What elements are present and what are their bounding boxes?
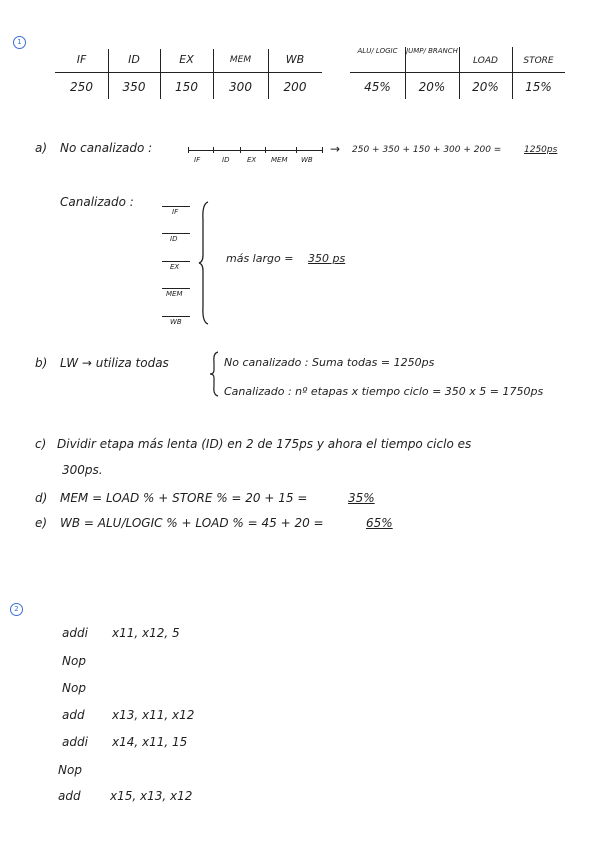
stage-if: IF [172, 208, 179, 216]
header-wb: WB [285, 53, 305, 66]
timeline-id: ID [222, 156, 230, 164]
part-e-result: 65% [366, 516, 393, 530]
stage-mem: MEM [166, 290, 183, 298]
timeline-wb: WB [301, 156, 313, 164]
curly-brace-small-icon [208, 350, 222, 398]
part-d-text: MEM = LOAD % + STORE % = 20 + 15 = [60, 491, 308, 505]
code-args: x13, x11, x12 [112, 708, 195, 722]
stage-wb: WB [170, 318, 182, 326]
value-store: 15% [525, 80, 552, 94]
value-alu-logic: 45% [364, 80, 391, 94]
value-if: 250 [70, 80, 93, 94]
part-d-label: d) [35, 491, 48, 505]
code-args: x14, x11, 15 [112, 735, 188, 749]
exercise-1-marker: 1 [13, 36, 26, 49]
stage-id: ID [170, 235, 178, 243]
part-c-line-1: Dividir etapa más lenta (ID) en 2 de 175ps y ahora el tiempo ciclo es [57, 437, 472, 451]
code-op: Nop [62, 681, 86, 695]
part-a-no-canalizado: No canalizado : [60, 141, 153, 155]
code-op: add [58, 789, 81, 803]
value-jump-branch: 20% [418, 80, 446, 94]
timeline-ex: EX [247, 156, 257, 164]
part-c-line-2: 300ps. [62, 463, 103, 477]
code-args: x11, x12, 5 [112, 626, 180, 640]
code-op: Nop [58, 763, 82, 777]
part-b-line-2: Canalizado : nº etapas x tiempo ciclo = 350 x 5 = 1750ps [224, 385, 544, 398]
exercise-2-marker: 2 [10, 603, 23, 616]
part-b-line-1: No canalizado : Suma todas = 1250ps [224, 356, 435, 369]
part-b-text: LW → utiliza todas [60, 356, 169, 370]
part-e-label: e) [35, 516, 48, 530]
code-op: addi [62, 735, 88, 749]
value-wb: 200 [283, 80, 307, 94]
arrow-icon: → [330, 142, 341, 156]
header-ex: EX [179, 53, 194, 66]
part-b-label: b) [35, 356, 48, 370]
stage-ex: EX [170, 263, 180, 271]
canalizado-note: más largo = [226, 252, 294, 265]
curly-brace-icon [198, 200, 218, 326]
timeline-mem: MEM [271, 156, 288, 164]
canalizado-result: 350 ps [308, 252, 346, 265]
header-store: STORE [523, 56, 554, 66]
header-mem: MEM [229, 55, 252, 65]
header-id: ID [128, 53, 140, 66]
part-c-label: c) [35, 437, 47, 451]
value-ex: 150 [175, 80, 198, 94]
header-if: IF [76, 53, 87, 66]
value-id: 350 [122, 80, 146, 94]
code-op: add [62, 708, 85, 722]
value-load: 20% [472, 80, 499, 94]
canalizado-title: Canalizado : [60, 195, 134, 209]
part-a-result: 1250ps [524, 145, 558, 155]
part-a-sum: 250 + 350 + 150 + 300 + 200 = [352, 145, 502, 155]
header-jump-branch: JUMP/ BRANCH [406, 47, 458, 55]
part-d-result: 35% [348, 491, 375, 505]
code-args: x15, x13, x12 [110, 789, 193, 803]
part-e-text: WB = ALU/LOGIC % + LOAD % = 45 + 20 = [60, 516, 324, 530]
timeline-if: IF [194, 156, 201, 164]
part-a-label: a) [35, 141, 48, 155]
header-load: LOAD [473, 56, 498, 66]
code-op: Nop [62, 654, 86, 668]
header-alu-logic: ALU/ LOGIC [357, 47, 398, 55]
code-op: addi [62, 626, 88, 640]
value-mem: 300 [229, 80, 252, 94]
